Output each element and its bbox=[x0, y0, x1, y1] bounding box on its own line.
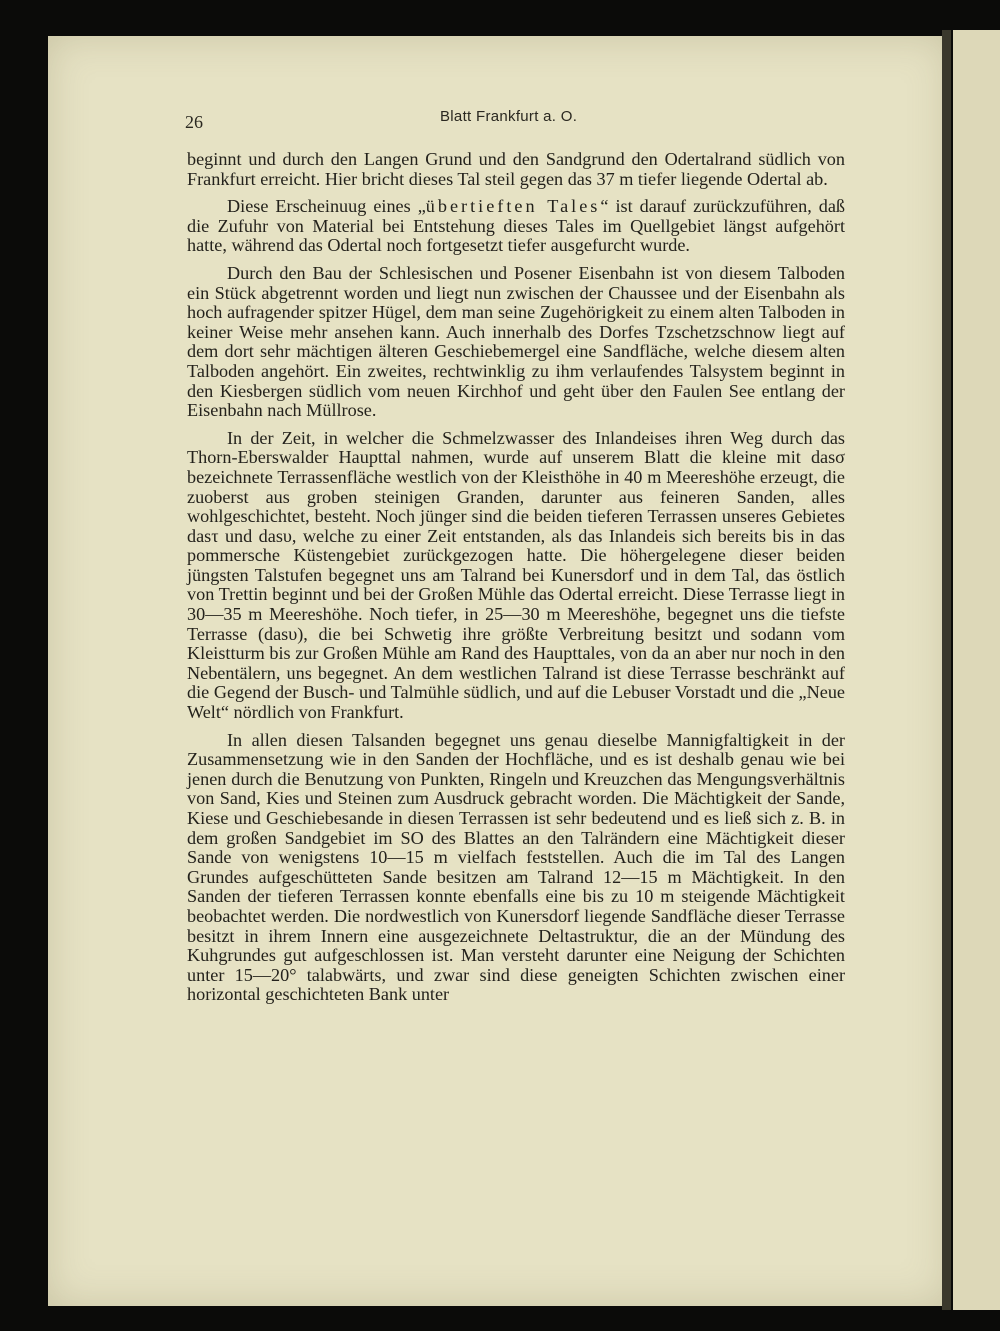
book-spine bbox=[942, 30, 951, 1310]
paragraph-2 bbox=[187, 197, 845, 256]
paragraph-2-end: “ ist darauf zurückzuführen, daß die Zufuhr von Material bei Entstehung dieses Tales im Quellgebiet längst aufgehört hatte, während das Odertal noch fortgesetzt tiefer ausgefurcht wurde. bbox=[187, 196, 846, 256]
paragraph-4: In der Zeit, in welcher die Schmelzwasser des Inlandeises ihren Weg durch das Thorn-Eberswalder Haupttal nahmen, wurde auf unserem Blatt die kleine mit dasσ bezeichnete Terrassenfläche westlich von der Kleisthöhe in 40 m Meereshöhe erzeugt, die zuoberst aus groben steinigen Granden, darunter aus feineren Sanden, alles wohlgeschichtet, besteht. Noch jünger sind die beiden tieferen Terrassen unseres Gebietes dasτ und dasυ, welche zu einer Zeit entstanden, als das Inlandeis sich bereits bis in das pommersche Küstengebiet zurückgezogen hatte. Die höhergelegene dieser beiden jüngsten Talstufen begegnet uns am Talrand bei Kunersdorf und in dem Tal, das östlich von Trettin beginnt und bei der Großen Mühle das Odertal erreicht. Diese Terrasse liegt in 30—35 m Meereshöhe. Noch tiefer, in 25—30 m Meereshöhe, begegnet uns die tiefste Terrasse (dasυ), die bei Schwetig ihre größte Verbreitung besitzt und sodann vom Kleistturm bis zur Großen Mühle am Rand des Haupttales, von da an aber nur noch in den Nebentälern, uns begegnet. An dem westlichen Talrand ist diese Terrasse beschränkt auf die Gegend der Busch- und Talmühle südlich, und auf die Lebuser Vorstadt und die „Neue Welt“ nördlich von Frankfurt. bbox=[187, 427, 845, 723]
page-header bbox=[185, 108, 845, 134]
paragraph-1: beginnt und durch den Langen Grund und den Sandgrund den Odertalrand südlich von Frankfurt erreicht. Hier bricht dieses Tal steil gegen das 37 m tiefer liegende Odertal ab. bbox=[187, 149, 845, 189]
facing-page-edge bbox=[953, 30, 1000, 1310]
running-title: Blatt Frankfurt a. O. bbox=[440, 108, 578, 125]
page-number: 26 bbox=[185, 112, 203, 132]
paragraph-3: Durch den Bau der Schlesischen und Posener Eisenbahn ist von diesem Talboden ein Stück abgetrennt worden und liegt nun zwischen der Chaussee und der Eisenbahn als hoch aufragender spitzer Hügel, dem man seine Zugehörigkeit zu einem alten Talboden in keiner Weise mehr ansehen kann. Auch innerhalb des Dorfes Tzschetzschnow liegt auf dem dort sehr mächtigen älteren Geschiebemergel eine Sandfläche, welche diesem alten Talboden angehört. Ein zweites, rechtwinklig zu ihm verlaufendes Talsystem beginnt in den Kiesbergen südlich vom neuen Kirchhof und geht über den Faulen See entlang der Eisenbahn nach Müllrose. bbox=[187, 262, 845, 421]
paragraph-2-start: Diese Erscheinuug eines „ bbox=[227, 196, 426, 217]
paragraph-5: In allen diesen Talsanden begegnet uns genau dieselbe Mannigfaltigkeit in der Zusammensetzung wie in den Sanden der Hochfläche, und es ist deshalb genau wie bei jenen durch die Benutzung von Punkten, Ringeln und Kreuzchen das Mengungsverhältnis von Sand, Kies und Steinen zum Ausdruck gebracht worden. Die Mächtigkeit der Sande, Kiese und Geschiebesande in diesen Terrassen ist sehr bedeutend und es ließ sich z. B. in dem großen Sandgebiet im SO des Blattes an den Talrändern eine Mächtigkeit dieser Sande von wenigstens 10—15 m vielfach feststellen. Auch die im Tal des Langen Grundes aufgeschütteten Sande besitzen am Talrand 12—15 m Mächtigkeit. In den Sanden der tieferen Terrassen konnte ebenfalls eine bis zu 10 m steigende Mächtigkeit beobachtet werden. Die nordwestlich von Kunersdorf liegende Sandfläche dieser Terrasse besitzt in ihrem Innern eine ausgezeichnete Deltastruktur, die an der Mündung des Kuhgrundes gut aufgeschlossen ist. Man versteht darunter eine Neigung der Schichten unter 15—20° talabwärts, und zwar sind diese geneigten Schichten zwischen einer horizontal geschichteten Bank unter bbox=[187, 729, 845, 1005]
body-text bbox=[187, 150, 845, 1013]
spaced-term: übertieften Tales bbox=[425, 196, 601, 217]
